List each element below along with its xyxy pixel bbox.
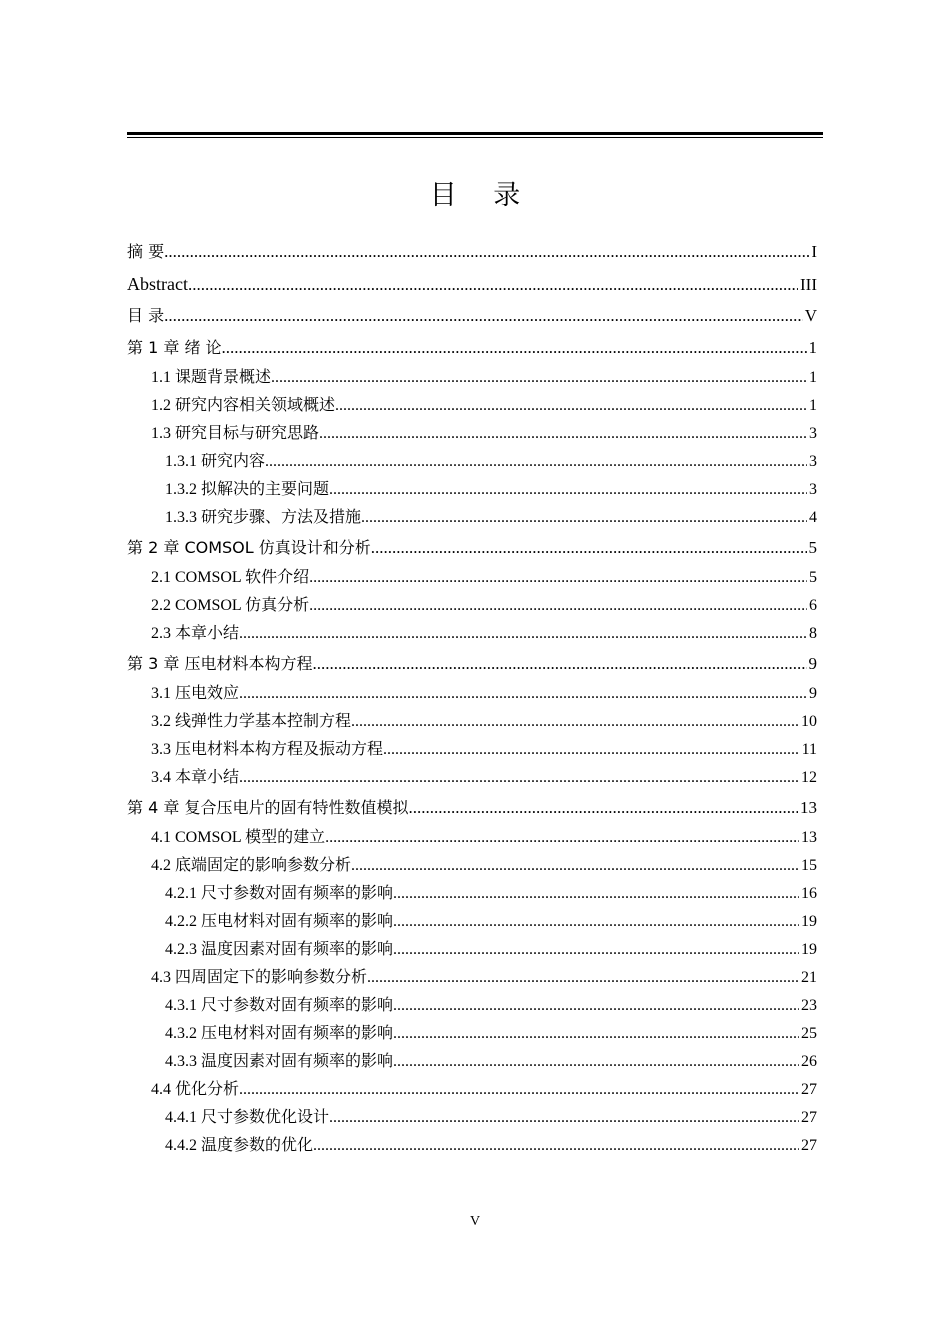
toc-entry-label: 2.2 COMSOL 仿真分析: [151, 597, 310, 614]
toc-entry-page: 27: [801, 1137, 817, 1154]
toc-entry-label: 4.4.2 温度参数的优化: [165, 1137, 314, 1154]
toc-leader-dots: [367, 964, 799, 992]
toc-entry[interactable]: [127, 648, 817, 680]
toc-entry[interactable]: [127, 736, 817, 764]
toc-entry[interactable]: [127, 300, 817, 332]
toc-leader-dots: [351, 852, 799, 880]
toc-entry-page: 5: [808, 538, 817, 557]
toc-leader-dots: [239, 764, 799, 792]
header-rule-thick: [127, 132, 823, 135]
toc-entry-label: 第 3 章 压电材料本构方程: [127, 654, 313, 673]
toc-entry-label: 1.3.2 拟解决的主要问题: [165, 481, 330, 498]
toc-leader-dots: [393, 936, 799, 964]
toc-entry-label: 4.4.1 尺寸参数优化设计: [165, 1109, 330, 1126]
toc-entry-page: 5: [809, 569, 817, 586]
toc-leader-dots: [313, 1132, 799, 1160]
toc-entry[interactable]: [127, 964, 817, 992]
toc-entry[interactable]: [127, 708, 817, 736]
toc-leader-dots: [164, 236, 809, 268]
toc-leader-dots: [319, 420, 807, 448]
toc-entry-label: 4.3.1 尺寸参数对固有频率的影响: [165, 997, 394, 1014]
toc-leader-dots: [325, 824, 799, 852]
toc-entry[interactable]: [127, 620, 817, 648]
toc-entry-label: 4.3.2 压电材料对固有频率的影响: [165, 1025, 394, 1042]
toc-leader-dots: [361, 504, 807, 532]
toc-leader-dots: [335, 392, 807, 420]
toc-entry-label: 第 1 章 绪 论: [127, 338, 222, 357]
toc-leader-dots: [271, 364, 807, 392]
toc-entry-label: 4.3 四周固定下的影响参数分析: [151, 969, 368, 986]
toc-entry-page: 16: [801, 885, 817, 902]
toc-entry-label: 3.2 线弹性力学基本控制方程: [151, 713, 352, 730]
toc-entry[interactable]: [127, 1048, 817, 1076]
toc-entry-label: 1.1 课题背景概述: [151, 369, 272, 386]
toc-entry-label: 第 4 章 复合压电片的固有特性数值模拟: [127, 798, 409, 817]
toc-entry-page: 27: [801, 1109, 817, 1126]
toc-entry-page: 23: [801, 997, 817, 1014]
toc-entry-page: 12: [801, 769, 817, 786]
toc-entry-label: 3.1 压电效应: [151, 685, 240, 702]
toc-leader-dots: [239, 1076, 799, 1104]
toc-entry-page: 21: [801, 969, 817, 986]
toc-leader-dots: [393, 992, 799, 1020]
toc-leader-dots: [329, 476, 807, 504]
page-number: V: [469, 1214, 481, 1229]
toc-entry[interactable]: [127, 852, 817, 880]
toc-entry[interactable]: [127, 992, 817, 1020]
toc-entry-page: 26: [801, 1053, 817, 1070]
toc-entry-page: 3: [809, 481, 817, 498]
toc-leader-dots: [329, 1104, 799, 1132]
toc-entry-label: 2.1 COMSOL 软件介绍: [151, 569, 310, 586]
toc-leader-dots: [309, 592, 807, 620]
toc-entry-page: 4: [809, 509, 817, 526]
toc-entry[interactable]: [127, 1076, 817, 1104]
toc-leader-dots: [188, 269, 798, 300]
toc-entry-label: 4.2 底端固定的影响参数分析: [151, 857, 352, 874]
toc-entry-label: 目 录: [127, 306, 165, 325]
toc-leader-dots: [393, 1020, 799, 1048]
page-title: 目 录: [429, 180, 535, 211]
toc-leader-dots: [383, 736, 800, 764]
toc-entry[interactable]: [127, 592, 817, 620]
toc-entry-page: 11: [801, 741, 817, 758]
toc-entry[interactable]: [127, 1104, 817, 1132]
toc-entry-label: 1.3.1 研究内容: [165, 453, 266, 470]
toc-leader-dots: [393, 1048, 799, 1076]
toc-entry-label: 4.2.2 压电材料对固有频率的影响: [165, 913, 394, 930]
toc-leader-dots: [393, 880, 799, 908]
toc-entry[interactable]: [127, 936, 817, 964]
toc-entry[interactable]: [127, 268, 817, 300]
toc-entry-label: 4.4 优化分析: [151, 1081, 240, 1098]
toc-entry-label: 3.3 压电材料本构方程及振动方程: [151, 741, 384, 758]
toc-entry[interactable]: [127, 564, 817, 592]
toc-entry-label: 摘 要: [127, 242, 165, 261]
table-of-contents: [127, 236, 817, 1160]
toc-entry-page: 1: [809, 369, 817, 386]
toc-entry[interactable]: [127, 764, 817, 792]
toc-leader-dots: [309, 564, 807, 592]
toc-entry-page: 13: [801, 829, 817, 846]
toc-entry-page: 9: [809, 685, 817, 702]
toc-leader-dots: [222, 332, 807, 364]
toc-entry-label: 4.1 COMSOL 模型的建立: [151, 829, 326, 846]
toc-entry-page: 19: [801, 913, 817, 930]
toc-entry[interactable]: [127, 392, 817, 420]
toc-entry[interactable]: [127, 532, 817, 564]
toc-entry-page: 9: [808, 654, 817, 673]
toc-entry-label: 1.2 研究内容相关领域概述: [151, 397, 336, 414]
toc-entry[interactable]: [127, 1132, 817, 1160]
toc-leader-dots: [408, 792, 798, 824]
toc-leader-dots: [239, 680, 807, 708]
toc-entry[interactable]: [127, 680, 817, 708]
toc-entry[interactable]: [127, 332, 817, 364]
toc-entry-label: 4.2.3 温度因素对固有频率的影响: [165, 941, 394, 958]
toc-entry[interactable]: [127, 420, 817, 448]
header-rule-thin: [127, 137, 823, 138]
toc-entry-label: 4.3.3 温度因素对固有频率的影响: [165, 1053, 394, 1070]
toc-entry-page: 8: [809, 625, 817, 642]
toc-entry-page: 3: [809, 453, 817, 470]
toc-entry-page: 25: [801, 1025, 817, 1042]
toc-entry-label: 3.4 本章小结: [151, 769, 240, 786]
toc-entry-label: 第 2 章 COMSOL 仿真设计和分析: [127, 538, 371, 557]
toc-leader-dots: [371, 532, 807, 564]
toc-entry-label: 1.3 研究目标与研究思路: [151, 425, 320, 442]
toc-entry-label: Abstract: [127, 274, 188, 294]
toc-entry[interactable]: [127, 476, 817, 504]
toc-leader-dots: [239, 620, 807, 648]
toc-entry-page: 1: [809, 397, 817, 414]
toc-entry-page: 3: [809, 425, 817, 442]
toc-leader-dots: [164, 300, 803, 332]
toc-entry-label: 1.3.3 研究步骤、方法及措施: [165, 509, 362, 526]
toc-entry[interactable]: [127, 448, 817, 476]
toc-entry-page: 1: [808, 338, 817, 357]
toc-entry-page: 13: [800, 798, 817, 817]
toc-leader-dots: [393, 908, 799, 936]
toc-entry[interactable]: [127, 792, 817, 824]
toc-entry-page: 6: [809, 597, 817, 614]
toc-entry-page: 15: [801, 857, 817, 874]
toc-entry-page: 27: [801, 1081, 817, 1098]
toc-leader-dots: [351, 708, 799, 736]
toc-entry-label: 2.3 本章小结: [151, 625, 240, 642]
toc-entry[interactable]: [127, 236, 817, 268]
toc-entry-page: V: [804, 306, 817, 325]
toc-entry-label: 4.2.1 尺寸参数对固有频率的影响: [165, 885, 394, 902]
toc-entry[interactable]: [127, 504, 817, 532]
toc-entry[interactable]: [127, 908, 817, 936]
toc-entry-page: III: [800, 275, 817, 294]
toc-entry-page: 10: [801, 713, 817, 730]
toc-entry[interactable]: [127, 364, 817, 392]
toc-entry-page: 19: [801, 941, 817, 958]
toc-entry[interactable]: [127, 880, 817, 908]
toc-entry[interactable]: [127, 1020, 817, 1048]
toc-leader-dots: [312, 648, 806, 680]
toc-entry[interactable]: [127, 824, 817, 852]
toc-entry-page: I: [811, 242, 817, 261]
toc-leader-dots: [265, 448, 807, 476]
